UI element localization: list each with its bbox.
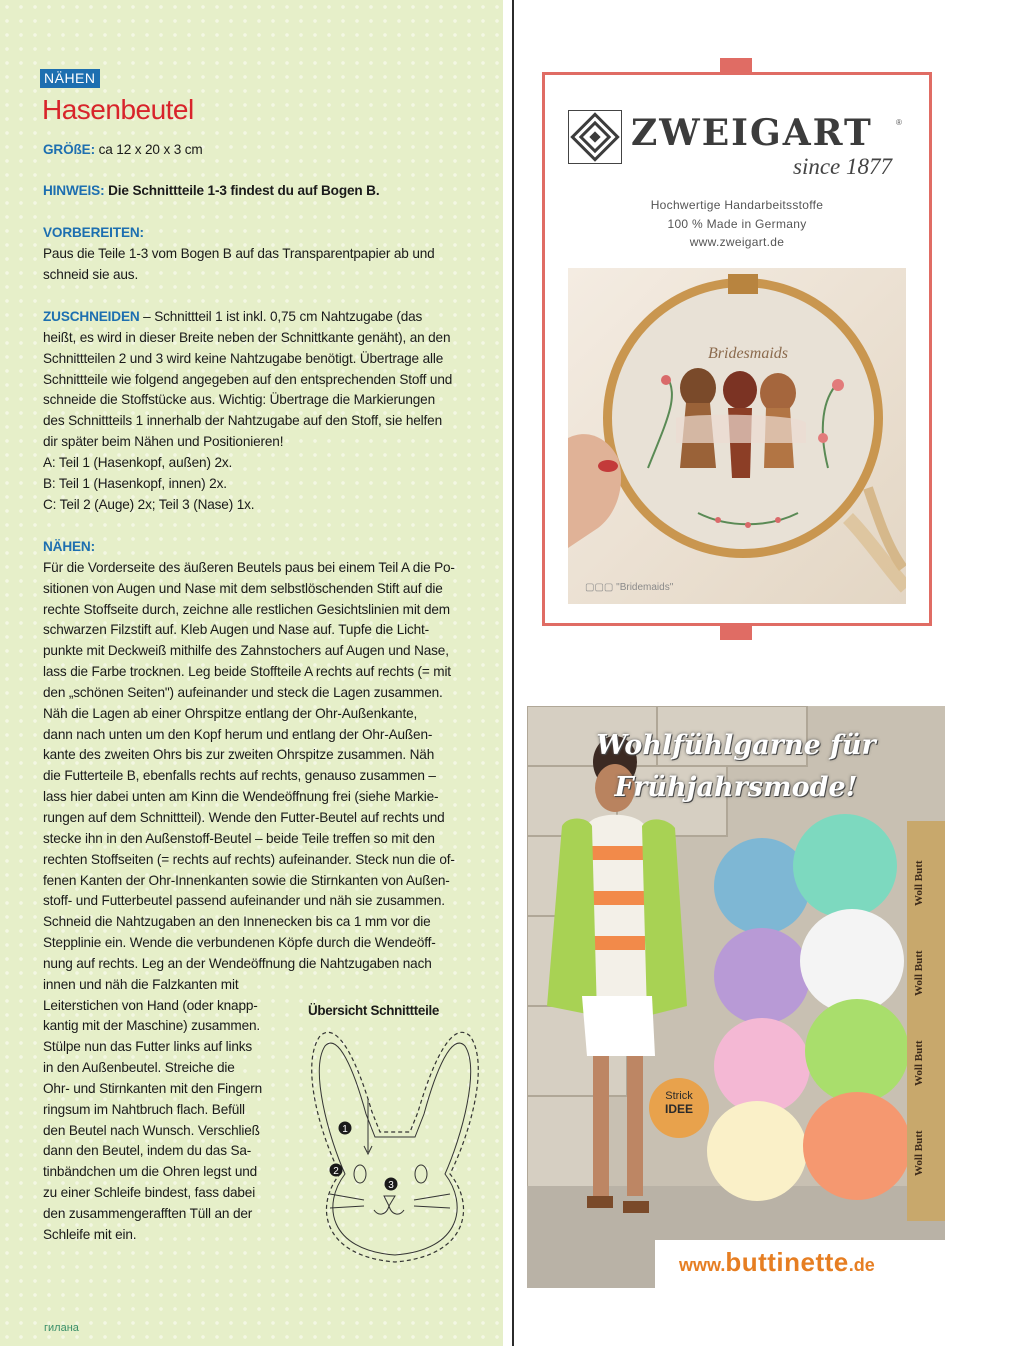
- pattern-overview-title: Übersicht Schnittteile: [308, 1003, 440, 1018]
- cutting-line: dir später beim Nähen und Positionieren!: [43, 434, 284, 450]
- sewing-line: Schneid die Nahtzugaben an den Innenecken bis ca 1 mm vor die: [43, 914, 431, 930]
- sewing-line: ringsum im Nahtbruch flach. Befüll: [43, 1101, 245, 1117]
- embroidery-hoop-photo: [568, 268, 906, 604]
- yarn-label: Woll Butt: [913, 1130, 925, 1176]
- sewing-line: lass hier dabei unten am Kinn die Wendeöffnung frei (siehe Markie-: [43, 789, 439, 805]
- ad-headline: Frühjahrsmode!: [614, 772, 858, 803]
- sewing-line: rechte Stoffseite durch, zeichne alle restlichen Gesichtslinien mit dem: [43, 601, 450, 617]
- sewing-line: sitionen von Augen und Nase mit dem selbstlöschenden Stift auf die: [43, 580, 443, 596]
- pattern-number: 3: [388, 1180, 394, 1191]
- zweigart-logo-icon: [568, 110, 622, 164]
- badge-line: IDEE: [664, 1102, 693, 1116]
- cutting-line: Schnittteile wie folgend angegeben auf den entsprechenden Stoff und: [43, 371, 453, 387]
- sewing-line: stoff- und Futterbeutel passend aufeinander und näh sie zusammen.: [43, 893, 445, 909]
- sewing-line: Schleife mit ein.: [43, 1226, 137, 1242]
- cutting-first-line: [43, 307, 473, 328]
- badge-line: Strick: [665, 1090, 693, 1102]
- cut-list-item: C: Teil 2 (Auge) 2x; Teil 3 (Nase) 1x.: [43, 496, 255, 512]
- cutting-section: [43, 307, 473, 515]
- cutting-line: Schnittteilen 2 und 3 wird keine Nahtzugabe benötigt. Übertrage alle: [43, 350, 444, 366]
- pattern-number: 1: [342, 1124, 348, 1135]
- sewing-line: rungen auf dem Schnittteil). Wende den Futter-Beutel auf rechts und: [43, 809, 445, 825]
- sewing-line: nung auf rechts. Leg an der Wendeöffnung die Nahtzugaben nach: [43, 955, 432, 971]
- sewing-line: rechten Stoffseiten (= rechts auf rechts) aufeinander. Steck nun die of-: [43, 851, 455, 867]
- url-prefix: www.: [679, 1255, 726, 1275]
- prep-line: schneid sie aus.: [43, 266, 139, 282]
- sewing-line: dann nach unten um den Kopf herum und entlang der Ohr-Außen-: [43, 726, 433, 742]
- hoop-text: Bridesmaids: [708, 345, 788, 362]
- sewing-line: Näh die Lagen ab einer Ohrspitze entlang der Ohr-Außenkante,: [43, 705, 418, 721]
- yarn-label: Woll Butt: [913, 950, 925, 996]
- url-tld: .de: [848, 1255, 875, 1275]
- sewing-line: den „schönen Seiten") aufeinander und steck die Lagen zusammen.: [43, 684, 443, 700]
- sewing-line: in den Außenbeutel. Streiche die: [43, 1060, 235, 1076]
- sewing-line: Ohr- und Stirnkanten mit den Fingern: [43, 1080, 263, 1096]
- sewing-line: den Beutel nach Wunsch. Verschließ: [43, 1122, 260, 1138]
- section-tag: NÄHEN: [40, 69, 100, 88]
- sewing-line: dann den Beutel, indem du das Sa-: [43, 1143, 252, 1159]
- note-text: Die Schnittteile 1-3 findest du auf Bogen B.: [108, 183, 380, 198]
- pattern-number: 2: [333, 1166, 339, 1177]
- ad-headline: Wohlfühlgarne für: [596, 730, 876, 761]
- article-column: [0, 0, 503, 1346]
- sewing-line: Leiterstichen von Hand (oder knapp-: [43, 997, 258, 1013]
- zweigart-since: since 1877: [793, 154, 893, 179]
- sewing-line: die Futterteile B, ebenfalls rechts auf rechts, genauso zusammen –: [43, 768, 436, 784]
- sewing-line: kantig mit der Maschine) zusammen.: [43, 1018, 261, 1034]
- registered-mark: ®: [896, 118, 902, 127]
- cutting-line: heißt, es wird in dieser Breite neben der Schnittkante genäht), an den: [43, 329, 451, 345]
- prep-line: Paus die Teile 1-3 vom Bogen B auf das Transparentpapier ab und: [43, 245, 435, 261]
- size-line: [43, 140, 473, 161]
- cutting-label: ZUSCHNEIDEN: [43, 309, 140, 324]
- sewing-line: fenen Kanten der Ohr-Innenkanten sowie die Stirnkanten von Außen-: [43, 872, 450, 888]
- size-label: GRÖßE:: [43, 142, 95, 157]
- prep-label: VORBEREITEN:: [43, 225, 144, 240]
- cutting-line: des Schnittteils 1 innerhalb der Nahtzugabe auf den Stoff, sie helfen: [43, 413, 442, 429]
- cutting-line: schneide die Stoffstücke aus. Wichtig: Übertrage die Markierungen: [43, 392, 435, 408]
- page-footer: гилана: [44, 1322, 79, 1334]
- note-label: HINWEIS:: [43, 183, 105, 198]
- sewing-line: innen und näh die Falzkanten mit: [43, 976, 239, 992]
- article-title: Hasenbeutel: [42, 94, 194, 125]
- cut-list-item: B: Teil 1 (Hasenkopf, innen) 2x.: [43, 475, 227, 491]
- note-line: [43, 181, 473, 202]
- buttinette-url[interactable]: [679, 1247, 875, 1278]
- sewing-line: schwarzen Filzstift auf. Kleb Augen und Nase auf. Tupfe die Licht-: [43, 622, 430, 638]
- sewing-line: kante des zweiten Ohrs bis zur zweiten Ohrspitze zusammen. Näh: [43, 747, 435, 763]
- sewing-line: tinbändchen um die Ohren legst und: [43, 1164, 258, 1180]
- frame-tab-bottom: [720, 624, 752, 640]
- sewing-line: punkte mit Deckweiß mithilfe des Zahnstochers auf Augen und Nase,: [43, 643, 449, 659]
- zweigart-tagline: Hochwertige Handarbeitsstoffe: [650, 198, 824, 212]
- sewing-line: zu einer Schleife bindest, fass dabei: [43, 1185, 256, 1201]
- social-icons: ▢▢▢: [585, 582, 614, 593]
- sewing-line: Stepplinie ein. Wende die verbundenen Köpfe durch die Wendeöff-: [43, 935, 436, 951]
- sewing-line: den zusammengerafften Tüll an der: [43, 1206, 253, 1221]
- sewing-line: stecke ihn in den Außenstoff-Beutel – beide Teile treffen so mit den: [43, 830, 435, 846]
- bunny-pattern-diagram: [300, 1024, 490, 1274]
- yarn-label: Woll Butt: [913, 1040, 925, 1086]
- cutting-line: – Schnittteil 1 ist inkl. 0,75 cm Nahtzugabe (das: [139, 309, 423, 324]
- photo-caption: [585, 582, 673, 593]
- buttinette-ad[interactable]: [527, 706, 945, 1288]
- sewing-line: Für die Vorderseite des äußeren Beutels paus bei einem Teil A die Po-: [43, 559, 455, 575]
- size-value: ca 12 x 20 x 3 cm: [98, 142, 203, 157]
- cut-list-item: A: Teil 1 (Hasenkopf, außen) 2x.: [43, 454, 233, 470]
- zweigart-brand: ZWEIGART: [631, 112, 873, 154]
- column-divider: [512, 0, 514, 1346]
- prep-section: [43, 223, 473, 286]
- yarn-label: Woll Butt: [913, 860, 925, 906]
- zweigart-website[interactable]: www.zweigart.de: [689, 235, 785, 249]
- zweigart-tagline: 100 % Made in Germany: [667, 217, 807, 231]
- caption-text: "Bridemaids": [616, 582, 674, 593]
- strick-idee-badge: [649, 1078, 709, 1138]
- url-brand: buttinette: [725, 1247, 849, 1277]
- sewing-line: lass die Farbe trocknen. Leg beide Stoffteile A rechts auf rechts (= mit: [43, 664, 451, 680]
- sewing-label: NÄHEN:: [43, 539, 95, 554]
- sewing-line: Stülpe nun das Futter links auf links: [43, 1039, 253, 1055]
